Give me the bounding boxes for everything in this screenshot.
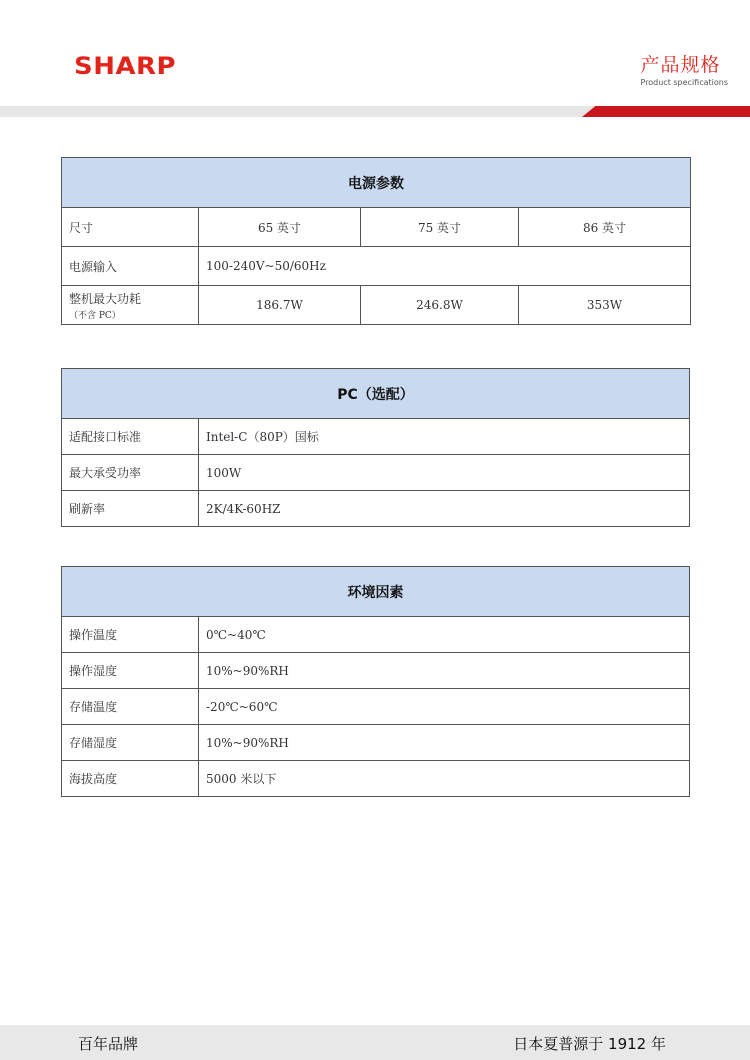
power-input-label: 电源输入 xyxy=(62,247,199,286)
row-label: 存储湿度 xyxy=(62,725,199,761)
table-row xyxy=(62,617,690,653)
page-title-cn: 产品规格 xyxy=(640,54,721,76)
sharp-logo: SHARP xyxy=(74,52,177,80)
row-label: 最大承受功率 xyxy=(62,455,199,491)
row-label: 适配接口标准 xyxy=(62,419,199,455)
footer-history: 日本夏普源于 1912 年 xyxy=(513,1035,666,1053)
power-input-value: 100-240V~50/60Hz xyxy=(199,247,691,286)
row-value: 5000 米以下 xyxy=(199,761,690,797)
table-row xyxy=(62,725,690,761)
max-power-value: 246.8W xyxy=(361,286,519,325)
max-power-value: 186.7W xyxy=(199,286,361,325)
row-label: 操作温度 xyxy=(62,617,199,653)
footer-slogan: 百年品牌 xyxy=(78,1035,139,1053)
row-value: Intel-C（80P）国标 xyxy=(199,419,690,455)
table-row xyxy=(62,653,690,689)
table-row xyxy=(62,286,691,325)
max-power-value: 353W xyxy=(519,286,691,325)
table-row xyxy=(62,455,690,491)
pc-table xyxy=(61,368,690,527)
table-row xyxy=(62,208,691,247)
max-power-label xyxy=(62,286,199,325)
header-band-accent xyxy=(582,106,750,117)
power-table-title: 电源参数 xyxy=(62,158,691,208)
row-value: -20℃~60℃ xyxy=(199,689,690,725)
max-power-note: （不含 PC） xyxy=(69,310,121,321)
size-value: 65 英寸 xyxy=(199,208,361,247)
table-row xyxy=(62,689,690,725)
row-label: 刷新率 xyxy=(62,491,199,527)
size-value: 86 英寸 xyxy=(519,208,691,247)
power-table xyxy=(61,157,691,325)
row-value: 100W xyxy=(199,455,690,491)
footer xyxy=(0,1025,750,1060)
row-value: 0℃~40℃ xyxy=(199,617,690,653)
page-title xyxy=(640,50,728,87)
row-label: 海拔高度 xyxy=(62,761,199,797)
page-title-en: Product specifications xyxy=(640,78,728,87)
pc-table-title: PC（选配） xyxy=(62,369,690,419)
table-row xyxy=(62,419,690,455)
environment-table xyxy=(61,566,690,797)
row-label: 存储温度 xyxy=(62,689,199,725)
size-value: 75 英寸 xyxy=(361,208,519,247)
row-value: 2K/4K-60HZ xyxy=(199,491,690,527)
row-value: 10%~90%RH xyxy=(199,725,690,761)
max-power-label-text: 整机最大功耗 xyxy=(69,291,142,306)
environment-table-title: 环境因素 xyxy=(62,567,690,617)
row-value: 10%~90%RH xyxy=(199,653,690,689)
table-row xyxy=(62,247,691,286)
table-row xyxy=(62,491,690,527)
table-row xyxy=(62,761,690,797)
row-label: 操作湿度 xyxy=(62,653,199,689)
size-label: 尺寸 xyxy=(62,208,199,247)
